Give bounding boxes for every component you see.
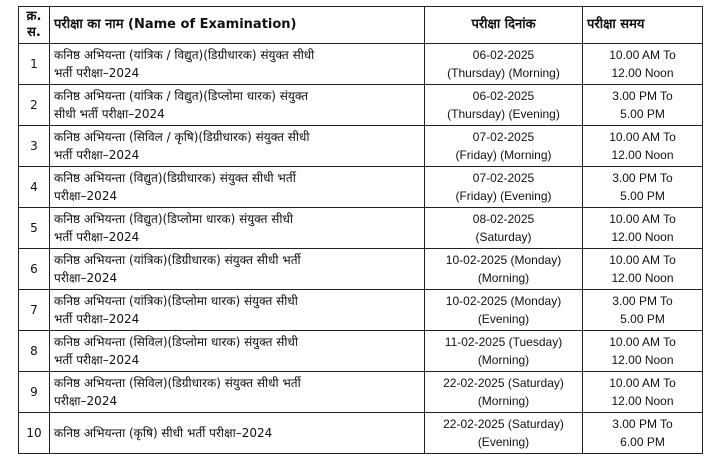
exam-time-line2: 12.00 Noon bbox=[611, 230, 674, 244]
exam-name-cell bbox=[50, 331, 425, 372]
header-serial-line2: स. bbox=[27, 25, 41, 40]
exam-date-cell bbox=[425, 372, 583, 413]
exam-date-cell bbox=[425, 167, 583, 208]
exam-date-line2: (Thursday) (Morning) bbox=[447, 66, 560, 80]
exam-name-cell bbox=[50, 413, 425, 454]
exam-name-line2: सीधी भर्ती परीक्षा–2024 bbox=[54, 107, 165, 121]
exam-time-line2: 12.00 Noon bbox=[611, 353, 674, 367]
header-serial-line1: क्र. bbox=[26, 9, 42, 24]
table-row bbox=[19, 126, 703, 167]
exam-time-line2: 5.00 PM bbox=[620, 312, 665, 326]
table-row bbox=[19, 331, 703, 372]
table-row bbox=[19, 85, 703, 126]
exam-name-cell bbox=[50, 208, 425, 249]
exam-time-line2: 5.00 PM bbox=[620, 189, 665, 203]
exam-name-line1: कनिष्ठ अभियन्ता (कृषि) सीधी भर्ती परीक्षा–2024 bbox=[54, 426, 273, 440]
exam-date-cell bbox=[425, 44, 583, 85]
exam-date-line1: 08-02-2025 bbox=[472, 212, 535, 226]
table-row bbox=[19, 413, 703, 454]
exam-date-line1: 07-02-2025 bbox=[472, 171, 535, 185]
exam-date-line1: 22-02-2025 (Saturday) bbox=[443, 417, 564, 431]
serial-number-cell: 1 bbox=[19, 44, 50, 85]
exam-name-line2: भर्ती परीक्षा–2024 bbox=[54, 312, 140, 326]
exam-name-cell bbox=[50, 167, 425, 208]
exam-time-cell bbox=[583, 372, 703, 413]
exam-time-cell bbox=[583, 85, 703, 126]
exam-date-cell bbox=[425, 126, 583, 167]
exam-time-cell bbox=[583, 126, 703, 167]
exam-date-line1: 06-02-2025 bbox=[472, 48, 535, 62]
exam-time-cell bbox=[583, 331, 703, 372]
exam-name-line2: भर्ती परीक्षा–2024 bbox=[54, 230, 140, 244]
exam-date-line2: (Morning) bbox=[477, 353, 530, 367]
exam-date-cell bbox=[425, 331, 583, 372]
exam-time-cell bbox=[583, 413, 703, 454]
serial-number-cell: 3 bbox=[19, 126, 50, 167]
exam-date-line2: (Evening) bbox=[477, 312, 530, 326]
exam-date-line2: (Morning) bbox=[477, 394, 530, 408]
exam-name-line1: कनिष्ठ अभियन्ता (यांत्रिक)(डिग्रीधारक) संयुक्त सीधी भर्ती bbox=[54, 253, 301, 267]
exam-time-line1: 10.00 AM To bbox=[609, 48, 676, 62]
serial-number-cell: 8 bbox=[19, 331, 50, 372]
serial-number-cell: 9 bbox=[19, 372, 50, 413]
serial-number-cell: 6 bbox=[19, 249, 50, 290]
exam-time-cell bbox=[583, 249, 703, 290]
exam-name-line1: कनिष्ठ अभियन्ता (यांत्रिक / विद्युत)(डिग्रीधारक) संयुक्त सीधी bbox=[54, 48, 315, 62]
header-exam-date: परीक्षा दिनांक bbox=[425, 7, 583, 44]
header-exam-time: परीक्षा समय bbox=[583, 7, 703, 44]
serial-number-cell: 5 bbox=[19, 208, 50, 249]
exam-date-cell bbox=[425, 208, 583, 249]
exam-time-cell bbox=[583, 208, 703, 249]
exam-name-line2: परीक्षा–2024 bbox=[54, 189, 118, 203]
exam-date-cell bbox=[425, 85, 583, 126]
table-body bbox=[19, 44, 703, 454]
exam-name-line2: भर्ती परीक्षा–2024 bbox=[54, 148, 140, 162]
table-row bbox=[19, 208, 703, 249]
exam-time-line1: 10.00 AM To bbox=[609, 335, 676, 349]
exam-date-line1: 22-02-2025 (Saturday) bbox=[443, 376, 564, 390]
table-header bbox=[19, 7, 703, 44]
exam-name-cell bbox=[50, 85, 425, 126]
exam-time-line2: 12.00 Noon bbox=[611, 271, 674, 285]
header-row bbox=[19, 7, 703, 44]
exam-time-line1: 3.00 PM To bbox=[612, 294, 673, 308]
exam-name-line1: कनिष्ठ अभियन्ता (यांत्रिक / विद्युत)(डिप्लोमा धारक) संयुक्त bbox=[54, 89, 309, 103]
exam-time-cell bbox=[583, 167, 703, 208]
exam-date-line1: 10-02-2025 (Monday) bbox=[445, 253, 562, 267]
exam-name-line1: कनिष्ठ अभियन्ता (सिविल / कृषि)(डिग्रीधारक) संयुक्त सीधी bbox=[54, 130, 310, 144]
exam-date-cell bbox=[425, 413, 583, 454]
exam-name-cell bbox=[50, 249, 425, 290]
table-row bbox=[19, 249, 703, 290]
serial-number-cell: 2 bbox=[19, 85, 50, 126]
exam-date-line2: (Evening) bbox=[477, 435, 530, 449]
exam-name-line2: परीक्षा–2024 bbox=[54, 394, 118, 408]
header-exam-name: परीक्षा का नाम (Name of Examination) bbox=[50, 7, 425, 44]
exam-name-cell bbox=[50, 44, 425, 85]
exam-name-line1: कनिष्ठ अभियन्ता (सिविल)(डिग्रीधारक) संयुक्त सीधी भर्ती bbox=[54, 376, 301, 390]
exam-date-line2: (Friday) (Morning) bbox=[455, 148, 552, 162]
serial-number-cell: 10 bbox=[19, 413, 50, 454]
exam-time-line2: 12.00 Noon bbox=[611, 66, 674, 80]
serial-number-cell: 7 bbox=[19, 290, 50, 331]
exam-name-line1: कनिष्ठ अभियन्ता (विद्युत)(डिग्रीधारक) संयुक्त सीधी भर्ती bbox=[54, 171, 296, 185]
exam-name-cell bbox=[50, 126, 425, 167]
table-row bbox=[19, 290, 703, 331]
exam-time-line2: 5.00 PM bbox=[620, 107, 665, 121]
exam-date-line1: 06-02-2025 bbox=[472, 89, 535, 103]
table-row bbox=[19, 167, 703, 208]
exam-name-line1: कनिष्ठ अभियन्ता (यांत्रिक)(डिप्लोमा धारक) संयुक्त सीधी bbox=[54, 294, 298, 308]
exam-name-line2: भर्ती परीक्षा–2024 bbox=[54, 66, 140, 80]
exam-date-line1: 10-02-2025 (Monday) bbox=[445, 294, 562, 308]
exam-time-line2: 12.00 Noon bbox=[611, 148, 674, 162]
exam-time-line1: 3.00 PM To bbox=[612, 171, 673, 185]
exam-schedule-table bbox=[18, 6, 703, 454]
exam-time-line1: 10.00 AM To bbox=[609, 130, 676, 144]
exam-time-line1: 10.00 AM To bbox=[609, 253, 676, 267]
exam-name-line2: परीक्षा–2024 bbox=[54, 271, 118, 285]
exam-date-line2: (Friday) (Evening) bbox=[455, 189, 552, 203]
exam-name-line2: भर्ती परीक्षा–2024 bbox=[54, 353, 140, 367]
exam-name-cell bbox=[50, 290, 425, 331]
exam-date-line1: 11-02-2025 (Tuesday) bbox=[444, 335, 563, 349]
exam-time-line1: 3.00 PM To bbox=[612, 417, 673, 431]
header-serial-number bbox=[19, 7, 50, 44]
exam-time-line2: 12.00 Noon bbox=[611, 394, 674, 408]
table-row bbox=[19, 44, 703, 85]
exam-date-line1: 07-02-2025 bbox=[472, 130, 535, 144]
exam-name-cell bbox=[50, 372, 425, 413]
exam-date-cell bbox=[425, 249, 583, 290]
exam-name-line1: कनिष्ठ अभियन्ता (विद्युत)(डिप्लोमा धारक) संयुक्त सीधी bbox=[54, 212, 293, 226]
exam-time-line1: 10.00 AM To bbox=[609, 212, 676, 226]
exam-time-line1: 3.00 PM To bbox=[612, 89, 673, 103]
exam-name-line1: कनिष्ठ अभियन्ता (सिविल)(डिप्लोमा धारक) संयुक्त सीधी bbox=[54, 335, 298, 349]
exam-date-line2: (Saturday) bbox=[475, 230, 532, 244]
exam-time-cell bbox=[583, 290, 703, 331]
exam-date-cell bbox=[425, 290, 583, 331]
table-row bbox=[19, 372, 703, 413]
exam-time-line1: 10.00 AM To bbox=[609, 376, 676, 390]
serial-number-cell: 4 bbox=[19, 167, 50, 208]
exam-time-line2: 6.00 PM bbox=[620, 435, 665, 449]
exam-date-line2: (Thursday) (Evening) bbox=[447, 107, 560, 121]
exam-date-line2: (Morning) bbox=[477, 271, 530, 285]
exam-time-cell bbox=[583, 44, 703, 85]
